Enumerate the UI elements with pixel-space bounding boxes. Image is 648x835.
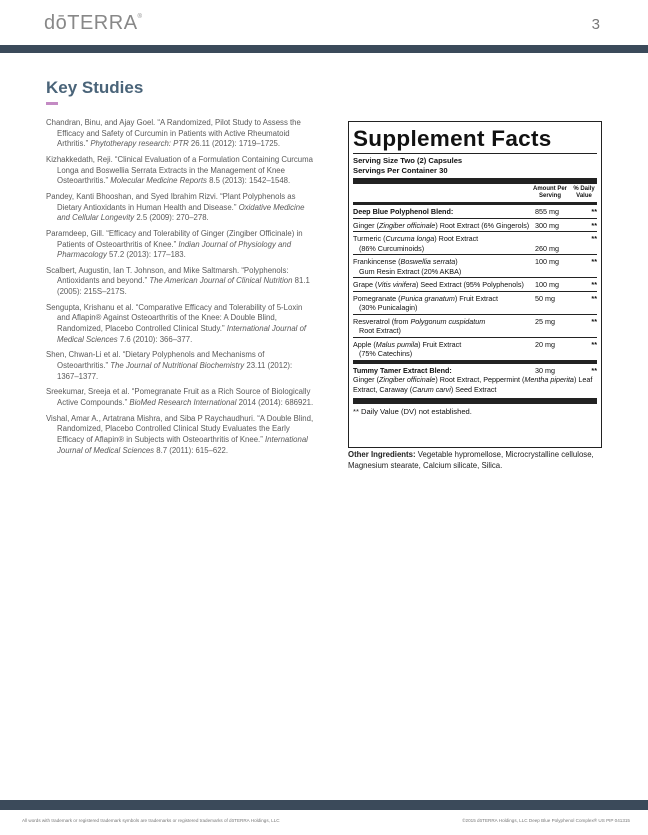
tummy-tamer-name: Tummy Tamer Extract Blend: <box>353 365 452 375</box>
italic-text: BioMed Research International <box>129 397 237 407</box>
text-run: ) Fruit Extract <box>454 293 499 303</box>
reference-item <box>46 414 314 456</box>
italic-text: Boswellia serrata <box>400 257 456 266</box>
text-run: 2.5 (2009): 270–278. <box>134 213 209 223</box>
text-run: 81.1 (2005): 215S–217S. <box>57 276 310 297</box>
nutrient-row <box>353 205 597 219</box>
other-ingredients-text: Vegetable hypromellose, Microcrystalline cellulose, Magnesium stearate, Calcium silicate, Silica. <box>348 450 594 470</box>
column-headers <box>353 184 597 202</box>
ingredient-amount: 855 mg <box>535 207 559 216</box>
text-run: Grape ( <box>353 280 378 289</box>
ingredient-amount: 100 mg <box>535 280 559 289</box>
text-run: Shen, Chwan-Li et al. “Dietary Polyphenols and Mechanisms of Osteoarthritis.” <box>46 350 265 370</box>
text-run: 8.5 (2013): 1542–1548. <box>206 176 291 186</box>
ingredient-name <box>353 234 535 253</box>
text-run: Scalbert, Augustin, Ian T. Johnson, and Mike Saltmarsh. “Polyphenols: Antioxidants and beyond.” <box>46 265 289 286</box>
italic-text: Zingiber officinale <box>378 220 436 230</box>
tummy-tamer-dv: ** <box>591 365 597 375</box>
ingredient-detail: (75% Catechins) <box>359 349 413 358</box>
text-run: ) Fruit Extract <box>418 339 462 349</box>
text-run: 57.2 (2013): 177–183. <box>106 250 186 260</box>
ingredient-name <box>353 221 535 231</box>
ingredient-dv: ** <box>591 234 597 243</box>
text-run: Pandey, Kanti Bhooshan, and Syed Ibrahim Rizvi. “Plant Polyphenols as Dietary Antioxidants in Human Health and Disease.” <box>46 191 296 212</box>
ingredient-amount: 20 mg <box>535 339 555 349</box>
text-run: Sengupta, Krishanu et al. “Comparative Efficacy and Tolerability of 5-Loxin and Aflapin® Against Osteoarthritis of the Knee: A Double Blind, Randomized, Placebo Controlled Clinical Study.” <box>46 302 303 334</box>
italic-text: The American Journal of Clinical Nutrition <box>149 276 293 286</box>
ingredient-name <box>353 294 535 313</box>
ingredient-name <box>353 340 535 359</box>
nutrient-row <box>353 232 597 255</box>
text-run: Chandran, Binu, and Ajay Goel. “A Randomized, Pilot Study to Assess the Efficacy and Safety of Curcumin in Patients with Active Rheumatoid Arthritis.” <box>46 118 301 149</box>
text-run: ) Seed Extract (95% Polyphenols) <box>416 280 524 289</box>
text-run: 2014 (2014): 686921. <box>236 397 314 407</box>
ingredient-name <box>353 207 535 217</box>
text-run: Resveratrol (from <box>353 316 411 326</box>
nutrient-row <box>353 255 597 278</box>
italic-text: Punica granatum <box>400 293 455 303</box>
section-title: Key Studies <box>46 78 144 97</box>
ingredient-dv: ** <box>591 280 597 289</box>
tummy-tamer-amount: 30 mg <box>535 365 555 375</box>
italic-text: Oxidative Medicine and Cellular Longevity <box>57 202 305 223</box>
reference-item <box>46 350 314 382</box>
ingredient-dv: ** <box>591 207 597 216</box>
italic-text: Carum carvi <box>412 384 451 394</box>
italic-text: The Journal of Nutritional Biochemistry <box>110 361 245 370</box>
amount-header: Amount Per Serving <box>532 186 567 199</box>
servings-per-container: Servings Per Container 30 <box>353 165 448 175</box>
reference-item <box>46 229 314 261</box>
brand-logo: dōTERRA® <box>44 12 143 34</box>
page-number: 3 <box>591 16 600 33</box>
reference-item <box>46 118 314 150</box>
text-run: 7.6 (2010): 366–377. <box>117 334 193 344</box>
nutrient-row <box>353 219 597 233</box>
ingredient-amount: 25 mg <box>535 316 555 326</box>
reference-item <box>46 192 314 224</box>
ingredient-name <box>353 280 535 290</box>
text-run: ) Leaf Extract, Caraway ( <box>353 375 593 394</box>
italic-text: Molecular Medicine Reports <box>110 176 207 186</box>
ingredient-detail: (30% Punicalagin) <box>359 303 418 312</box>
text-run: 23.11 (2012): 1367–1377. <box>57 361 293 381</box>
italic-text: Vitis vinifera <box>377 280 416 289</box>
italic-text: Mentha piperita <box>524 375 574 384</box>
ingredient-detail: (86% Curcuminoids) <box>359 243 425 253</box>
ingredient-name <box>353 257 535 276</box>
text-run: 8.7 (2011): 615–622. <box>154 445 229 455</box>
serving-size: Serving Size Two (2) Capsules <box>353 156 463 165</box>
header-bar <box>0 45 648 53</box>
text-run: ) Root Extract (6% Gingerols) <box>435 220 530 230</box>
title-accent-line <box>46 102 58 105</box>
nutrient-row <box>353 315 597 338</box>
nutrient-rows <box>353 205 597 361</box>
text-run: Pomegranate ( <box>353 293 401 303</box>
ingredient-dv: ** <box>591 339 597 349</box>
text-run: Ginger ( <box>353 375 379 384</box>
ingredient-dv: ** <box>591 316 597 326</box>
italic-text: International Journal of Medical Sciences <box>57 324 307 344</box>
reference-item <box>46 155 314 187</box>
text-run: Ginger ( <box>353 220 379 230</box>
italic-text: Zingiber officinale <box>378 375 436 384</box>
tummy-tamer-row <box>353 364 597 376</box>
divider <box>353 153 597 154</box>
ingredient-dv: ** <box>591 257 597 266</box>
footer-bar <box>0 800 648 810</box>
italic-text: Phytotherapy research: PTR <box>90 139 189 149</box>
reference-item <box>46 303 314 345</box>
ingredient-dv: ** <box>591 293 597 303</box>
italic-text: Indian Journal of Physiology and Pharmacology <box>57 239 292 260</box>
other-ingredients <box>348 450 610 471</box>
text-run: ) Seed Extract <box>450 384 497 394</box>
reference-item <box>46 266 314 298</box>
tummy-tamer-ingredients <box>353 375 597 396</box>
supplement-facts-title: Supplement Facts <box>353 126 552 151</box>
text-run: Apple ( <box>353 339 376 349</box>
nutrient-row <box>353 278 597 292</box>
italic-text: Curcuma longa <box>385 234 435 243</box>
trademark-notice: All words with trademark or registered trademark symbols are trademarks or registered trademarks of dōTERRA Holdings, LLC <box>22 818 280 823</box>
text-run: Turmeric ( <box>353 234 386 243</box>
ingredient-amount: 300 mg <box>535 220 559 230</box>
text-run: ) <box>455 257 458 266</box>
ingredient-dv: ** <box>591 220 597 230</box>
nutrient-row <box>353 292 597 315</box>
copyright-notice: ©2015 dōTERRA Holdings, LLC Deep Blue Polyphenol Complex® US PIP 041315 <box>462 818 630 823</box>
other-ingredients-label: Other Ingredients: <box>348 450 416 459</box>
dv-footnote: ** Daily Value (DV) not established. <box>353 407 472 416</box>
ingredient-amount: 50 mg <box>535 293 555 303</box>
ingredient-name <box>353 317 535 336</box>
text-run: Kizhakkedath, Reji. “Clinical Evaluation of a Formulation Containing Curcuma Longa and Boswellia Serrata Extracts in the Management of Knee Osteoarthritis.” <box>46 154 313 186</box>
ingredient-detail: Gum Resin Extract (20% AKBA) <box>359 266 462 276</box>
text-run: Sreekumar, Sreeja et al. “Pomegranate Fruit as a Rich Source of Biologically Active Compounds.” <box>46 387 311 407</box>
text-run: Paramdeep, Gill. “Efficacy and Tolerability of Ginger (Zingiber Officinale) in Patients of Osteoarthritis of Knee.” <box>46 228 303 249</box>
text-run: 26.11 (2012): 1719–1725. <box>188 139 281 149</box>
text-run: Frankincense ( <box>353 257 401 266</box>
text-run: ) Root Extract <box>434 234 479 243</box>
dv-header: % Daily Value <box>573 186 595 199</box>
reference-list <box>46 118 314 461</box>
reference-item <box>46 387 314 408</box>
text-run: Deep Blue Polyphenol Blend: <box>353 207 454 216</box>
text-run: Vishal, Amar A., Artatrana Mishra, and Siba P Raychaudhuri. “A Double Blind, Randomized, Placebo Controlled Clinical Study Evaluates the Early Efficacy of Aflapin® in Subjects with Osteoarthritis of Knee.” <box>46 413 314 444</box>
ingredient-amount: 100 mg <box>535 257 559 266</box>
nutrient-row <box>353 338 597 361</box>
ingredient-detail: Root Extract) <box>359 326 401 335</box>
text-run: ) Root Extract, Peppermint ( <box>435 375 525 384</box>
ingredient-amount: 260 mg <box>535 243 559 253</box>
italic-text: Polygonum cuspidatum <box>410 316 486 326</box>
supplement-facts-panel <box>348 121 602 448</box>
italic-text: International Journal of Medical Sciences <box>57 434 308 455</box>
italic-text: Malus pumila <box>375 339 419 349</box>
